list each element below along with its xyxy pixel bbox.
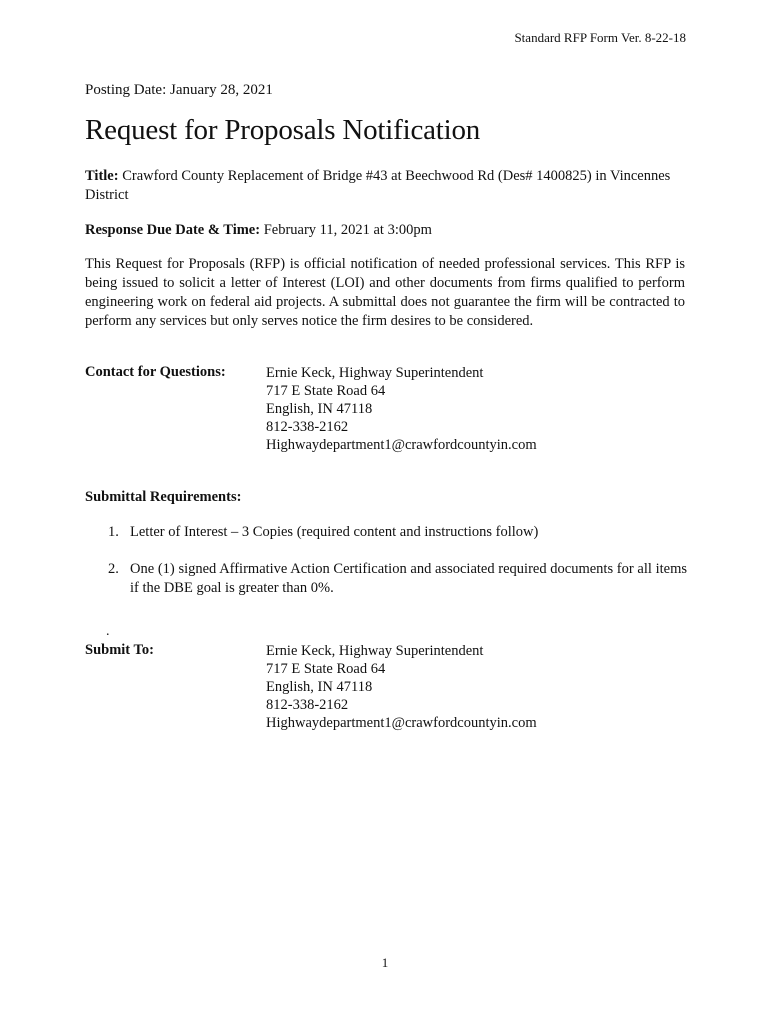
submit-street: 717 E State Road 64 <box>266 661 386 677</box>
submit-to-address-block <box>266 642 537 732</box>
page-number: 1 <box>381 955 389 970</box>
project-title-value: Crawford County Replacement of Bridge #43 at Beechwood Rd (Des# 1400825) in Vincennes District <box>85 168 671 203</box>
submit-email: Highwaydepartment1@crawfordcountyin.com <box>266 715 537 731</box>
stray-period-mark: . <box>106 624 110 639</box>
intro-paragraph: This Request for Proposals (RFP) is official notification of needed professional services. This RFP is being issued to solicit a letter of Interest (LOI) and other documents from firms qualified to perform engineering work on federal aid projects. A submittal does not guarantee the firm will be contracted to perform any services but only serves notice the firm desires to be considered. <box>85 256 685 329</box>
list-item <box>85 523 687 542</box>
contact-address-block <box>266 364 537 454</box>
contact-city: English, IN 47118 <box>266 401 373 417</box>
submittal-requirements-label: Submittal Requirements: <box>85 489 242 505</box>
list-item-number: 2. <box>108 561 119 577</box>
contact-street: 717 E State Road 64 <box>266 383 386 399</box>
submit-city: English, IN 47118 <box>266 679 373 695</box>
response-due-line <box>85 222 432 239</box>
submit-phone: 812-338-2162 <box>266 697 349 713</box>
list-item <box>85 560 687 598</box>
contact-name: Ernie Keck, Highway Superintendent <box>266 365 484 381</box>
form-version-header: Standard RFP Form Ver. 8-22-18 <box>514 30 686 45</box>
submit-to-label: Submit To: <box>85 642 154 658</box>
response-due-value: February 11, 2021 at 3:00pm <box>260 222 432 238</box>
response-due-label: Response Due Date & Time: <box>85 222 261 238</box>
submit-name: Ernie Keck, Highway Superintendent <box>266 643 484 659</box>
list-item-text: One (1) signed Affirmative Action Certification and associated required documents for all items if the DBE goal is greater than 0%. <box>130 561 687 596</box>
list-item-number: 1. <box>108 524 119 540</box>
contact-phone: 812-338-2162 <box>266 419 349 435</box>
submittal-requirements-list <box>85 523 687 616</box>
project-title-label: Title: <box>85 168 119 184</box>
page-title: Request for Proposals Notification <box>85 114 481 146</box>
contact-label: Contact for Questions: <box>85 364 226 380</box>
project-title-line <box>85 167 687 204</box>
contact-email: Highwaydepartment1@crawfordcountyin.com <box>266 437 537 453</box>
list-item-text: Letter of Interest – 3 Copies (required content and instructions follow) <box>130 524 539 540</box>
posting-date: Posting Date: January 28, 2021 <box>85 82 273 98</box>
